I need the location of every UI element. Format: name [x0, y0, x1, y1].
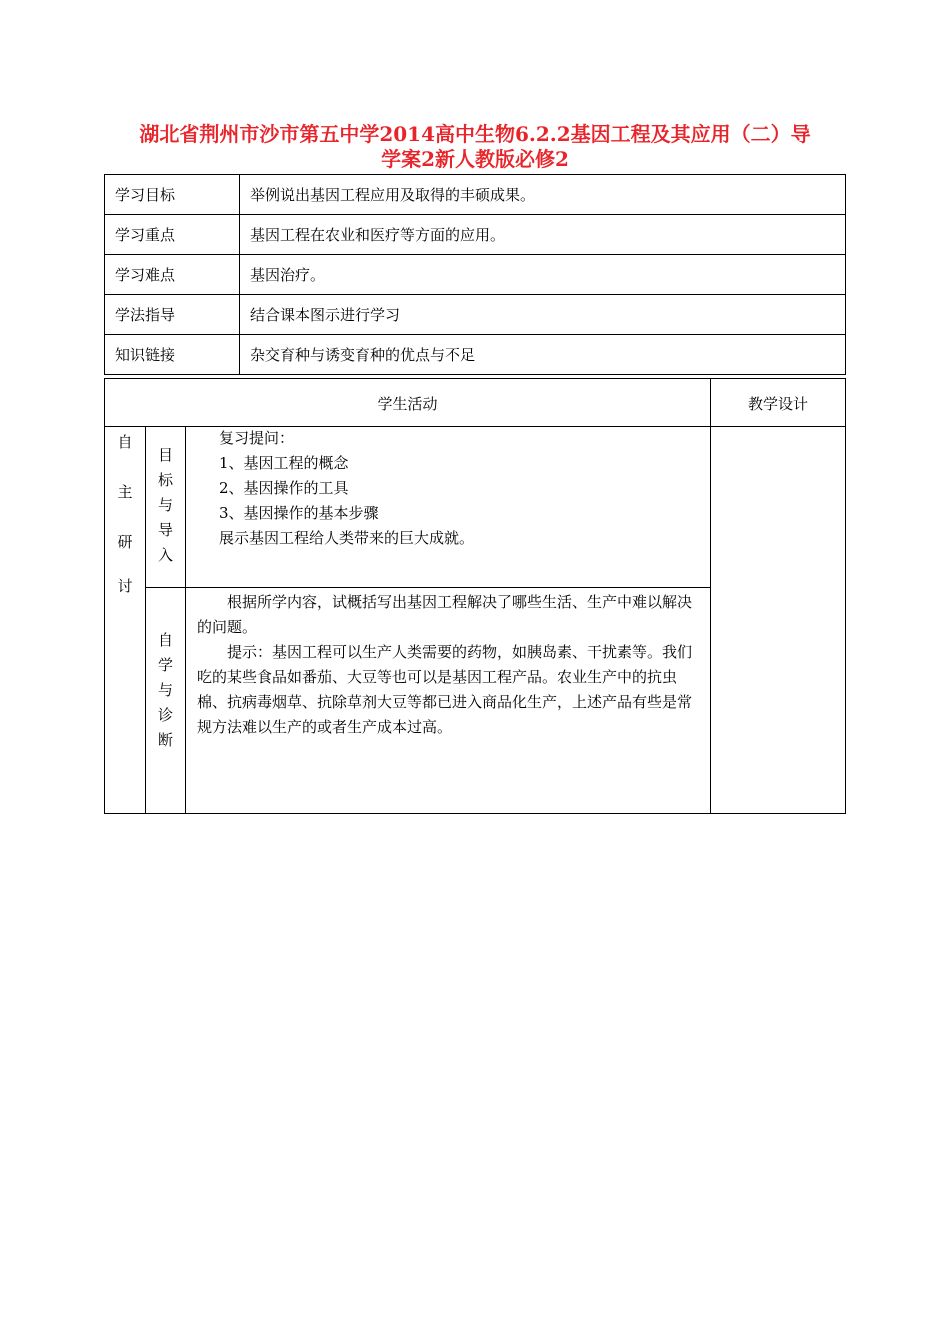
part1-content: [219, 426, 699, 551]
row-label: 学法指导: [105, 295, 240, 335]
part1-line: 展示基因工程给人类带来的巨大成就。: [219, 529, 475, 547]
part1-label-char: 标: [157, 471, 173, 489]
part2-label-char: 自: [157, 631, 173, 649]
row-value: 举例说出基因工程应用及取得的丰硕成果。: [240, 175, 846, 215]
section-label-char: 自: [117, 433, 133, 451]
part2-hint: 提示：基因工程可以生产人类需要的药物，如胰岛素、干扰素等。我们吃的某些食品如番茄、大豆等也可以是基因工程产品。农业生产中的抗虫棉、抗病毒烟草、抗除草剂大豆等都已进入商品化生产，上述产品有些是常规方法难以生产的或者生产成本过高。: [197, 643, 693, 736]
row-value: 杂交育种与诱变育种的优点与不足: [240, 335, 846, 375]
part1-label-char: 入: [157, 546, 173, 564]
title-line-1: 湖北省荆州市沙市第五中学2014高中生物6.2.2基因工程及其应用（二）导: [139, 122, 811, 146]
part1-line: 复习提问：: [219, 429, 295, 447]
info-table: [104, 174, 846, 375]
teaching-design-header: 教学设计: [747, 395, 808, 413]
part2-label-cell: [145, 587, 186, 814]
section-label-cell: [104, 426, 146, 814]
row-label: 学习难点: [105, 255, 240, 295]
table-row: [105, 175, 846, 215]
table-row: [105, 215, 846, 255]
section-label-char: 研: [117, 533, 133, 551]
teaching-design-cell: [710, 426, 846, 814]
part1-line: 1、基因工程的概念: [219, 454, 349, 472]
activity-table: [104, 378, 846, 814]
part1-content-cell: [185, 426, 711, 588]
section-label: [105, 431, 145, 625]
teaching-design-header-cell: [710, 378, 846, 427]
table-row: [105, 255, 846, 295]
part1-label: [146, 443, 185, 568]
part2-label-char: 断: [157, 731, 173, 749]
row-value: 基因工程在农业和医疗等方面的应用。: [240, 215, 846, 255]
part1-line: 3、基因操作的基本步骤: [219, 504, 379, 522]
part2-label-char: 学: [157, 656, 173, 674]
row-value: 基因治疗。: [240, 255, 846, 295]
student-activity-header: 学生活动: [377, 395, 438, 413]
row-label: 学习目标: [105, 175, 240, 215]
part2-question: 根据所学内容，试概括写出基因工程解决了哪些生活、生产中难以解决的问题。: [197, 593, 693, 636]
part1-line: 2、基因操作的工具: [219, 479, 349, 497]
part2-label: [146, 628, 185, 753]
section-label-char: 讨: [117, 577, 133, 595]
part1-label-cell: [145, 426, 186, 588]
part1-label-char: 目: [157, 446, 173, 464]
table-row: [105, 335, 846, 375]
row-value: 结合课本图示进行学习: [240, 295, 846, 335]
part2-label-char: 诊: [157, 706, 173, 724]
part2-content: [197, 590, 705, 740]
part2-content-cell: [185, 587, 711, 814]
row-label: 知识链接: [105, 335, 240, 375]
part1-label-char: 与: [157, 496, 173, 514]
section-label-char: 主: [117, 483, 133, 501]
table-row: [105, 295, 846, 335]
title-line-2: 学案2新人教版必修2: [381, 147, 569, 171]
document-title: [100, 122, 850, 172]
row-label: 学习重点: [105, 215, 240, 255]
part2-label-char: 与: [157, 681, 173, 699]
part1-label-char: 导: [157, 521, 173, 539]
student-activity-header-cell: [104, 378, 711, 427]
